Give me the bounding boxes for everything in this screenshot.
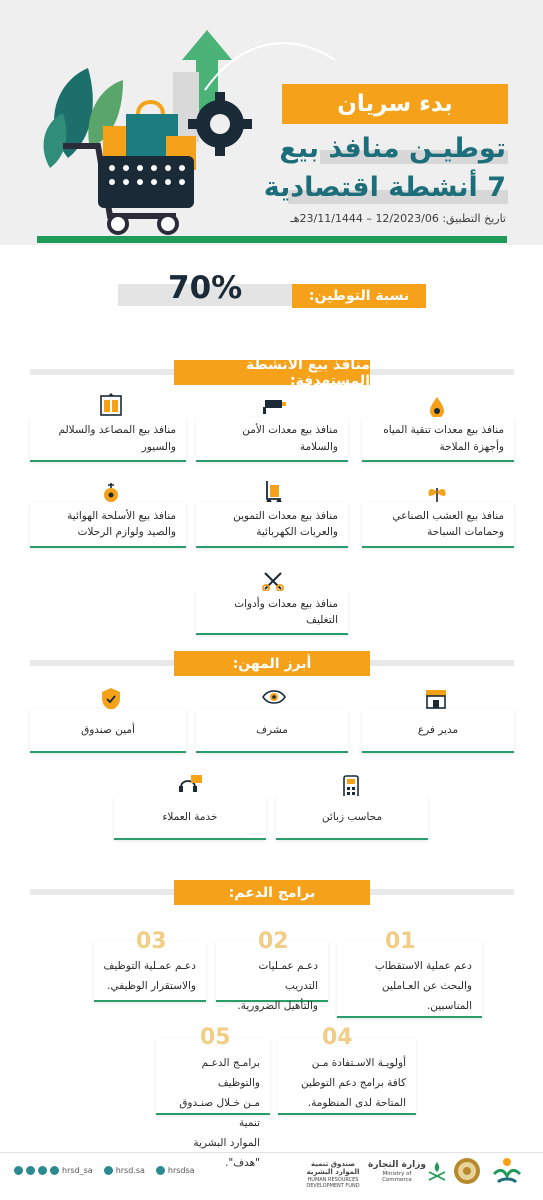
section-rule (30, 889, 176, 895)
youtube-icon[interactable] (156, 1166, 165, 1175)
job-card-customer-service (114, 796, 266, 840)
activity-label: منافذ بيع معدات تنقية المياه وأجهزة الملاحة (383, 424, 504, 453)
support-number: 01 (385, 929, 416, 954)
support-text-line: مـن خـلال صنـدوق تنمية (179, 1096, 260, 1129)
activity-card-water (362, 417, 514, 462)
jobs-heading: أبرز المهن: (174, 651, 370, 676)
hrdf-name-ar: صندوق تنمية الموارد البشرية (306, 1160, 360, 1177)
job-label: مشرف (256, 723, 288, 736)
support-heading: برامج الدعم: (174, 880, 370, 905)
saudi-emblem-icon (426, 1160, 448, 1184)
elevator-icon (98, 392, 124, 418)
moc-logo (368, 1160, 426, 1184)
activity-card-security (196, 417, 348, 462)
support-text-line: كافة برامج دعم التوطين (300, 1076, 406, 1089)
activity-card-elevators (30, 417, 186, 462)
rate-value: 70% (168, 270, 243, 306)
support-number: 04 (322, 1025, 353, 1050)
support-text-line: المتاحة لدى المنظومة. (307, 1096, 406, 1109)
job-card-supervisor (196, 709, 348, 753)
activity-label: منافذ بيع معدات الأمن والسلامة (242, 424, 338, 453)
job-card-branch-manager (362, 709, 514, 753)
social-links (14, 1166, 195, 1175)
activities-heading: منافذ بيع الأنشطة المستهدفة: (174, 360, 370, 385)
store-icon (423, 687, 449, 711)
facebook-icon[interactable] (104, 1166, 113, 1175)
moc-name-en: Ministry of Commerce (382, 1170, 412, 1184)
twitter-icon[interactable] (14, 1166, 23, 1175)
job-label: مدير فرع (417, 723, 459, 736)
support-number: 02 (258, 929, 289, 954)
gov-seal-icon (452, 1156, 482, 1186)
hrdf-name-en: HUMAN RESOURCES DEVELOPMENT FUND (306, 1176, 360, 1189)
snapchat-icon[interactable] (38, 1166, 47, 1175)
support-text-line: برامـج الدعـم والتوظيف (201, 1057, 260, 1089)
support-number: 03 (136, 929, 167, 954)
start-date-badge: بدء سريان (282, 84, 508, 124)
social-handle[interactable]: hrsd_sa (62, 1166, 93, 1175)
support-text-line: والتأهيل الضرورية. (237, 999, 318, 1012)
eye-icon (261, 685, 287, 709)
section-rule (368, 369, 514, 375)
support-text-line: والاستقرار الوظيفي. (107, 979, 196, 992)
section-rule (30, 660, 176, 666)
rate-label-badge: نسبة التوطين: (292, 284, 426, 308)
support-text-line: دعم عملية الاستقطاب (374, 960, 472, 972)
activity-label: منافذ بيع المصاعد والسلالم والسيور (58, 424, 176, 453)
linkedin-icon[interactable] (50, 1166, 59, 1175)
support-text-line: المناسبين. (426, 999, 472, 1012)
support-text-line: أولويـة الاسـتفادة مـن (311, 1057, 406, 1069)
footer-divider (0, 1152, 543, 1153)
application-date: تاريخ التطبيق: 12/2023/06 – 23/11/1444هـ (290, 212, 506, 225)
activity-card-hunting (30, 502, 186, 548)
activity-card-catering (196, 502, 348, 548)
activity-label: منافذ بيع معدات وأدوات التغليف (234, 597, 338, 626)
support-text-line: الموارد البشرية "هدف". (193, 1136, 260, 1169)
support-text-line: والبحث عن العـاملين (381, 979, 472, 992)
job-label: خدمة العملاء (162, 810, 218, 823)
security-camera-icon (262, 396, 288, 416)
section-rule (368, 889, 514, 895)
instagram-icon[interactable] (26, 1166, 35, 1175)
hrdf-logo (300, 1160, 366, 1189)
activity-label: منافذ بيع العشب الصناعي وحمامات السباحة (392, 509, 504, 538)
job-card-customer-accountant (276, 796, 428, 840)
hrsd-logo-icon (490, 1156, 524, 1188)
support-text-line: دعـم عمـلية التوظيف (103, 960, 196, 972)
social-handle[interactable]: hrsdsa (167, 1166, 195, 1175)
activity-label: منافذ بيع معدات التموين والعربات الكهربائية (233, 509, 338, 538)
header-divider (37, 236, 507, 243)
section-rule (30, 369, 176, 375)
page-title-line1: توطيـن منافذ بيع (279, 133, 506, 164)
social-handle[interactable]: hrsd.sa (115, 1166, 145, 1175)
job-label: محاسب زبائن (321, 810, 383, 823)
activity-card-packaging (196, 591, 348, 635)
activity-card-turf (362, 502, 514, 548)
job-label: أمين صندوق (81, 723, 135, 736)
page-title-line2: 7 أنشطة اقتصادية (263, 172, 506, 203)
activity-label: منافذ بيع الأسلحة الهوائية والصيد ولوازم الرحلات (67, 509, 176, 538)
moc-name-ar: وزارة التجارة (368, 1160, 426, 1170)
job-card-cashier (30, 709, 186, 753)
support-text-line: دعـم عمـليات التدريب (258, 960, 318, 992)
section-rule (368, 660, 514, 666)
support-number: 05 (200, 1025, 231, 1050)
